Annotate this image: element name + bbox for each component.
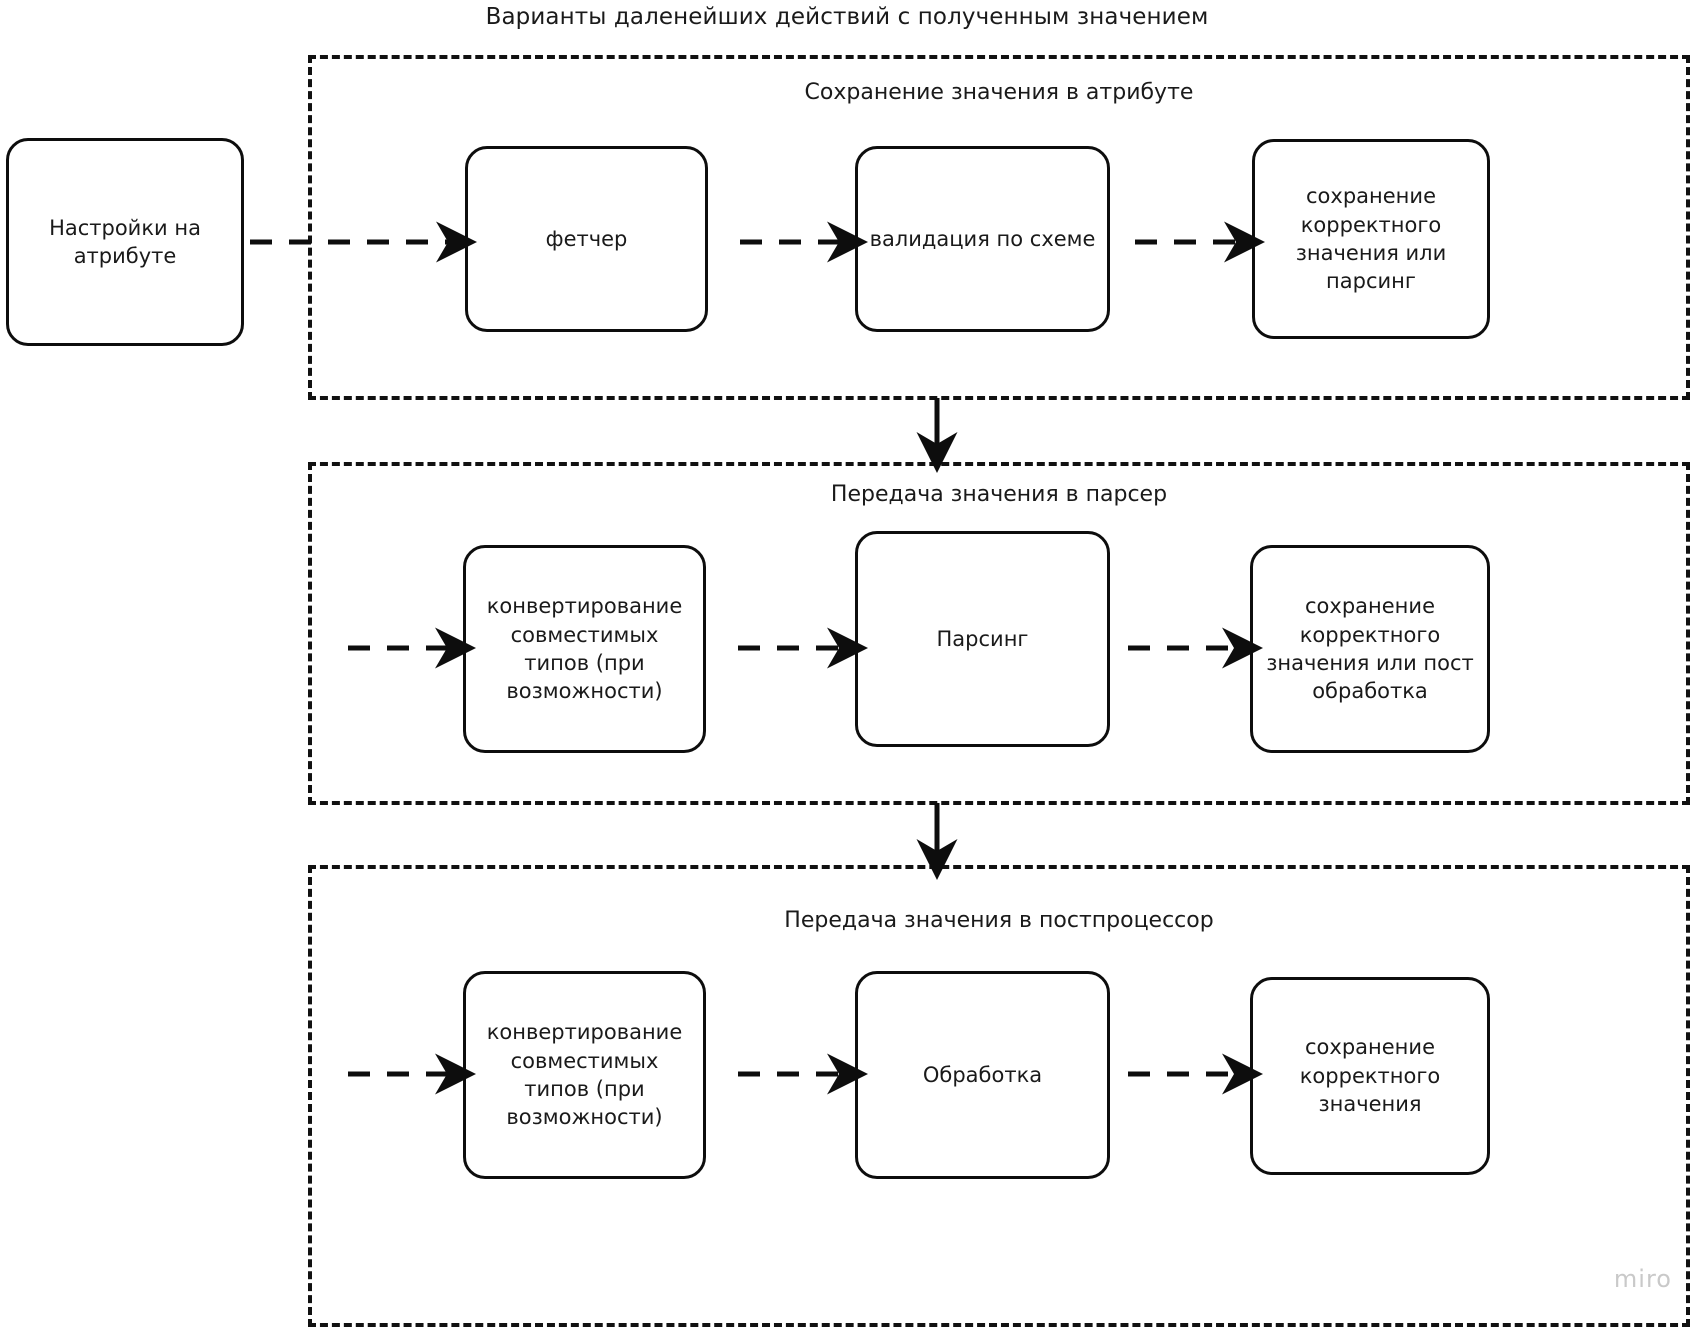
node-processing[interactable]: Обработка xyxy=(855,971,1110,1179)
miro-watermark: miro xyxy=(1613,1265,1672,1293)
node-fetcher[interactable]: фетчер xyxy=(465,146,708,332)
node-save-value[interactable]: сохранение корректного значения xyxy=(1250,977,1490,1175)
node-save-or-postprocess[interactable]: сохранение корректного значения или пост обработка xyxy=(1250,545,1490,753)
group-save-in-attribute-title: Сохранение значения в атрибуте xyxy=(804,80,1194,105)
node-convert-types-parser[interactable]: конвертирование совместимых типов (при возможности) xyxy=(463,545,706,753)
group-pass-to-parser-title: Передача значения в парсер xyxy=(830,482,1168,507)
node-convert-types-post[interactable]: конвертирование совместимых типов (при возможности) xyxy=(463,971,706,1179)
node-parsing[interactable]: Парсинг xyxy=(855,531,1110,747)
node-settings-on-attribute[interactable]: Настройки на атрибуте xyxy=(6,138,244,346)
diagram-title: Варианты даленейших действий с полученным значением xyxy=(485,4,1209,30)
group-pass-to-postprocessor-title: Передача значения в постпроцессор xyxy=(784,908,1214,933)
node-save-or-parse[interactable]: сохранение корректного значения или парсинг xyxy=(1252,139,1490,339)
node-schema-validation[interactable]: валидация по схеме xyxy=(855,146,1110,332)
